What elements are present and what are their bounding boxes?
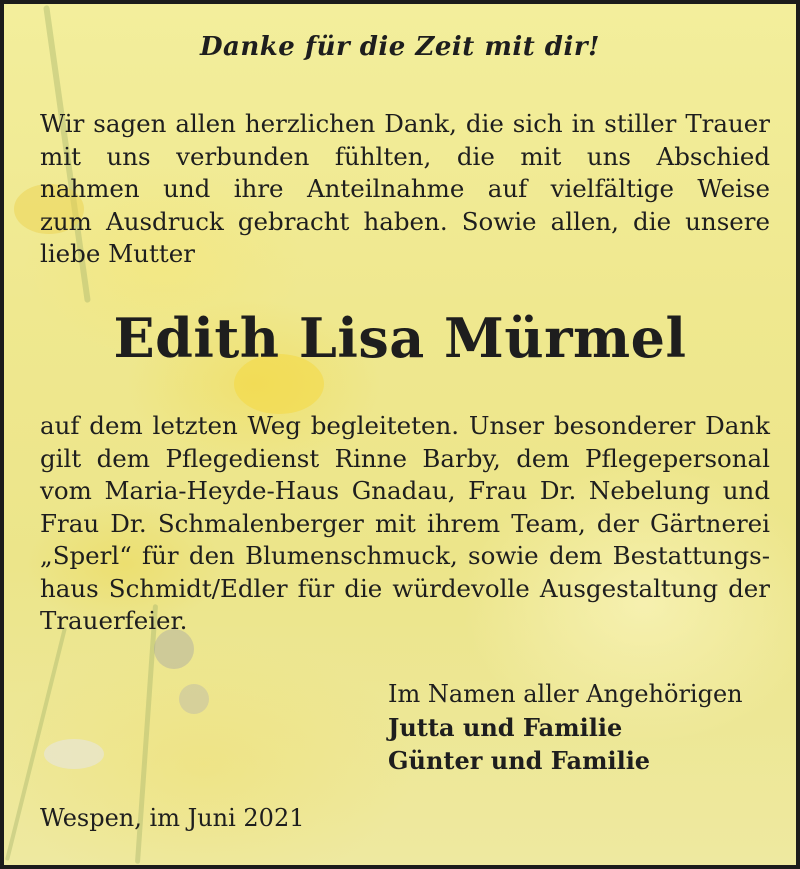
- intro-line: mit uns verbunden fühlten, die mit uns Abschied: [40, 141, 770, 171]
- flower-blur-decoration: [44, 739, 104, 769]
- flower-blur-decoration: [179, 684, 209, 714]
- intro-line: zum Ausdruck gebracht haben. Sowie allen, die unsere: [40, 206, 770, 236]
- signature-intro: Im Namen aller Angehörigen: [388, 680, 743, 708]
- intro-line: nahmen und ihre Anteilnahme auf vielfältige Weise: [40, 174, 770, 203]
- thanks-line: „Sperl“ für den Blumenschmuck, sowie dem Bestattungs-: [40, 541, 770, 570]
- signature-family-1: Jutta und Familie: [388, 713, 623, 742]
- deceased-name: Edith Lisa Mürmel: [113, 306, 687, 370]
- place-date: Wespen, im Juni 2021: [40, 804, 305, 832]
- signature-family-2: Günter und Familie: [388, 746, 651, 775]
- headline: Danke für die Zeit mit dir!: [200, 32, 600, 62]
- thanks-paragraph: [40, 410, 770, 638]
- intro-line: Wir sagen allen herzlichen Dank, die sich in stiller Trauer: [40, 109, 770, 138]
- thanks-line: Trauerfeier.: [40, 606, 188, 635]
- thanks-line: vom Maria-Heyde-Haus Gnadau, Frau Dr. Nebelung und: [40, 476, 770, 505]
- thanks-line: Frau Dr. Schmalenberger mit ihrem Team, der Gärtnerei: [40, 508, 770, 538]
- intro-paragraph: [40, 108, 770, 271]
- thanks-line: gilt dem Pflegedienst Rinne Barby, dem Pflegepersonal: [40, 443, 770, 473]
- thanks-line: haus Schmidt/Edler für die würdevolle Ausgestaltung der: [40, 573, 770, 603]
- thanks-line: auf dem letzten Weg begleiteten. Unser besonderer Dank: [40, 411, 770, 440]
- signature-block: [388, 678, 743, 777]
- intro-line: liebe Mutter: [40, 239, 195, 268]
